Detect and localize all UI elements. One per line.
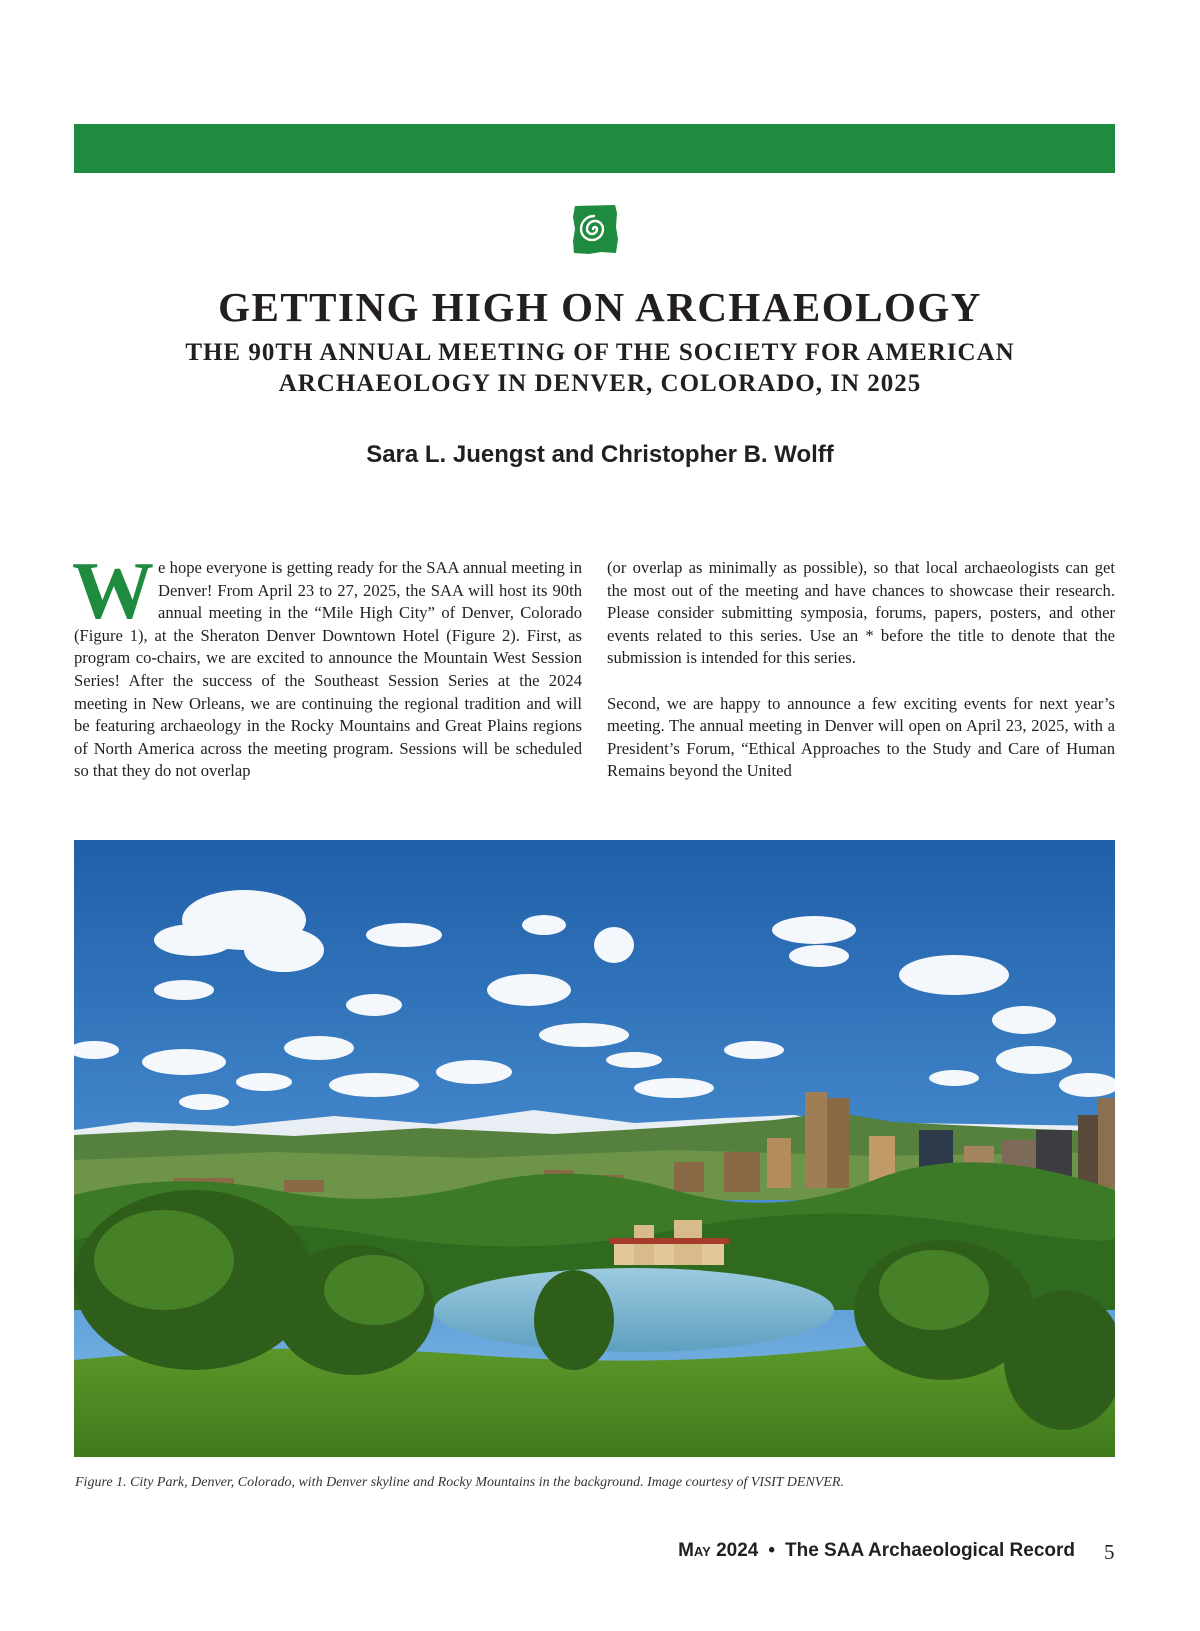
- drop-cap: W: [72, 545, 154, 636]
- running-footer: [678, 1540, 1075, 1562]
- article-title: GETTING HIGH ON ARCHAEOLOGY: [218, 284, 982, 330]
- body-paragraph: [72, 545, 582, 783]
- footer-journal: The SAA Archaeological Record: [785, 1540, 1075, 1561]
- subtitle-line-1: THE 90TH ANNUAL MEETING OF THE SOCIETY FOR AMERICAN: [185, 339, 1015, 366]
- spiral-logo-icon: [571, 203, 619, 255]
- body-column-left: [72, 545, 582, 783]
- body-paragraph: Second, we are happy to announce a few exciting events for next year’s meeting. The annual meeting in Denver will open on April 23, 2025, with a President’s Forum, “Ethical Approaches to the Study and Care of Human Remains beyond the United: [607, 693, 1115, 781]
- left-column-text: e hope everyone is getting ready for the SAA annual meeting in Denver! From April 23 to 27, 2025, the SAA will host its 90th annual meeting in the “Mile High City” of Denver, Colorado (Figure 1), at the Sheraton Denver Downtown Hotel (Figure 2). First, as program co-chairs, we are excited to announce the Mountain West Session Series! After the success of the Southeast Session Series at the 2024 meeting in New Orleans, we are continuing the regional tradition and will be featuring archaeology in the Rocky Mountains and Great Plains regions of North America across the meeting program. Sessions will be scheduled so that they do not overlap: [74, 558, 582, 781]
- article-authors: Sara L. Juengst and Christopher B. Wolff: [366, 441, 834, 468]
- body-paragraph: (or overlap as minimally as possible), so that local archaeologists can get the most out of the meeting and have chances to showcase their research. Please consider submitting symposia, forums, papers, posters, and other events related to this series. Use an * before the title to denote that the submission is intended for this series.: [607, 558, 1115, 668]
- page-number: 5: [1104, 1540, 1115, 1564]
- city-park-photo: [74, 840, 1115, 1457]
- figure-caption: Figure 1. City Park, Denver, Colorado, with Denver skyline and Rocky Mountains in the background. Image courtesy of VISIT DENVER.: [75, 1475, 844, 1490]
- header-accent-bar: [74, 124, 1115, 173]
- body-column-right: [607, 557, 1115, 783]
- subtitle-line-2: ARCHAEOLOGY IN DENVER, COLORADO, IN 2025: [278, 370, 922, 397]
- article-subtitle: [0, 337, 1200, 399]
- footer-bullet: •: [768, 1540, 775, 1561]
- footer-issue: May 2024: [678, 1540, 759, 1561]
